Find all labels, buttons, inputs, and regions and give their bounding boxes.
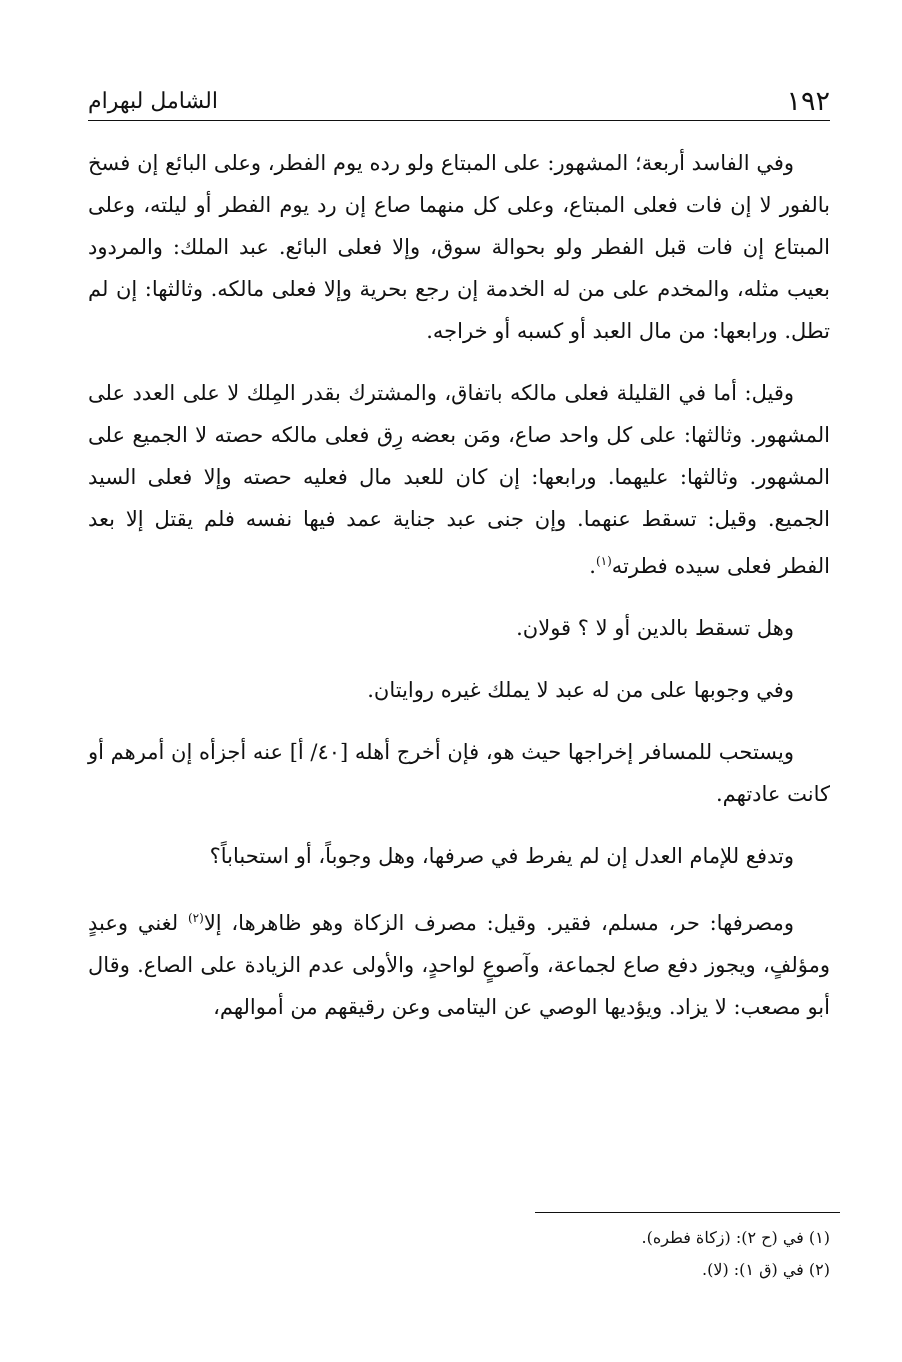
main-text: [88, 142, 830, 1048]
paragraph: وتدفع للإمام العدل إن لم يفرط في صرفها، وهل وجوباً، أو استحباباً؟: [209, 844, 794, 868]
page-header: [88, 78, 830, 121]
paragraph: وفي الفاسد أربعة؛ المشهور: على المبتاع ولو رده يوم الفطر، وعلى البائع إن فسخ بالفور لا إن فات فعلى المبتاع، وعلى كل منهما صاع إن رد يوم الفطر أو ليلته، وعلى المبتاع إن فات قبل الفطر ولو بحوالة سوق، وإلا فعلى البائع. عبد الملك: والمردود بعيب مثله، والمخدم على من له الخدمة إن رجع بحرية وإلا فعلى مالكه. وثالثها: إن لم تطل. ورابعها: من مال العبد أو كسبه أو خراجه.: [88, 151, 830, 343]
paragraph-text: ومصرفها: حر، مسلم، فقير. وقيل: مصرف الزكاة وهو ظاهرها، إلا: [203, 911, 794, 935]
footnote-ref: (١): [595, 554, 612, 568]
paragraph-text: وقيل: أما في القليلة فعلى مالكه باتفاق، والمشترك بقدر المِلك لا على العدد على المشهور. وثالثها: على كل واحد صاع، ومَن بعضه رِق فعلى مالكه حصته لا الجميع على المشهور. وثالثها: عليهما. ورابعها: إن كان للعبد مال فعليه حصته وإلا فعلى السيد الجميع. وقيل: تسقط عنهما. وإن جنى عبد جناية عمد فيها نفسه فلم يقتل إلا بعد الفطر فعلى سيده فطرته: [88, 381, 830, 578]
footnote: (٢) في (ق ١): (لا).: [702, 1260, 830, 1279]
page-number: ١٩٢: [786, 86, 830, 117]
footnote-divider: [535, 1212, 840, 1213]
paragraph-text: لغني وعبدٍ ومؤلفٍ، ويجوز دفع صاع لجماعة، وآصوعٍ لواحدٍ، والأولى عدم الزيادة على الصاع. وقال أبو مصعب: لا يزاد. ويؤديها الوصي عن اليتامى وعن رقيقهم من أموالهم،: [88, 911, 830, 1019]
footnote: (١) في (ح ٢): (زكاة فطره).: [641, 1228, 830, 1247]
paragraph: ويستحب للمسافر إخراجها حيث هو، فإن أخرج أهله [٤٠/ أ] عنه أجزأه إن أمرهم أو كانت عادتهم.: [88, 740, 830, 806]
footnotes: [88, 1222, 830, 1286]
footnote-ref: (٢): [187, 911, 204, 925]
paragraph: وفي وجوبها على من له عبد لا يملك غيره روايتان.: [367, 678, 794, 702]
paragraph: [88, 897, 830, 1028]
paragraph-end: .: [589, 554, 596, 578]
paragraph: [88, 372, 830, 587]
running-title: الشامل لبهرام: [88, 89, 218, 114]
paragraph: وهل تسقط بالدين أو لا ؟ قولان.: [516, 616, 794, 640]
